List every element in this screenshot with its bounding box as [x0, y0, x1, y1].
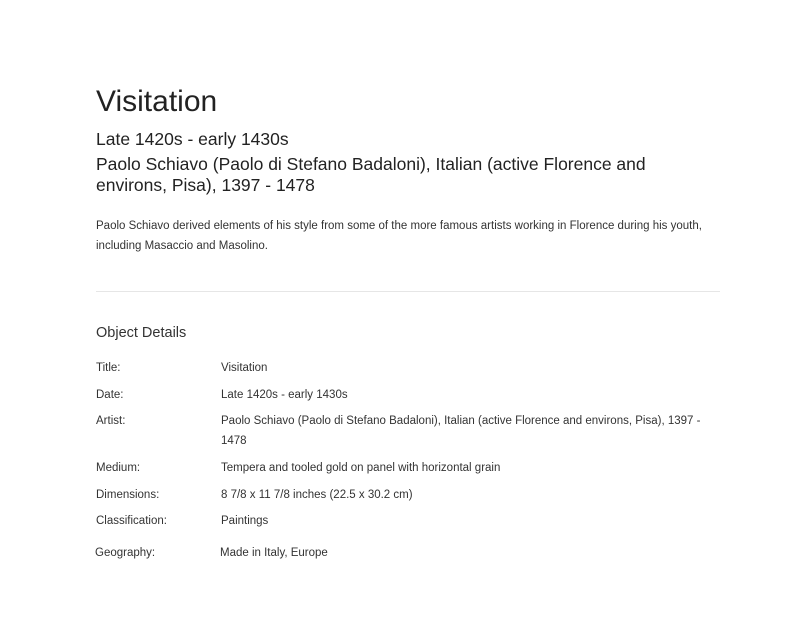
- detail-value: Late 1420s - early 1430s: [221, 389, 348, 401]
- detail-label: Dimensions:: [96, 489, 160, 501]
- detail-value: Paolo Schiavo (Paolo di Stefano Badaloni), Italian (active Florence and environs, Pisa), 1397 - 1478: [221, 415, 701, 447]
- detail-label: Date:: [96, 389, 124, 401]
- section-divider: [96, 291, 720, 292]
- detail-label: Geography:: [95, 547, 156, 559]
- detail-label: Artist:: [96, 415, 126, 427]
- artwork-artist: Paolo Schiavo (Paolo di Stefano Badaloni), Italian (active Florence and environs, Pisa), 1397 - 1478: [96, 154, 646, 195]
- detail-label: Medium:: [96, 462, 141, 474]
- artwork-title: Visitation: [96, 85, 218, 118]
- object-details-heading: Object Details: [96, 325, 187, 341]
- detail-label: Classification:: [96, 515, 167, 527]
- detail-value: 8 7/8 x 11 7/8 inches (22.5 x 30.2 cm): [221, 489, 413, 501]
- artwork-description: Paolo Schiavo derived elements of his style from some of the more famous artists working in Florence during his youth, including Masaccio and Masolino.: [96, 220, 702, 252]
- artwork-date: Late 1420s - early 1430s: [96, 129, 289, 149]
- detail-label: Title:: [96, 362, 121, 374]
- detail-value: Made in Italy, Europe: [220, 547, 328, 559]
- detail-value: Visitation: [221, 362, 268, 374]
- detail-value: Paintings: [221, 515, 269, 527]
- detail-value: Tempera and tooled gold on panel with horizontal grain: [221, 462, 501, 474]
